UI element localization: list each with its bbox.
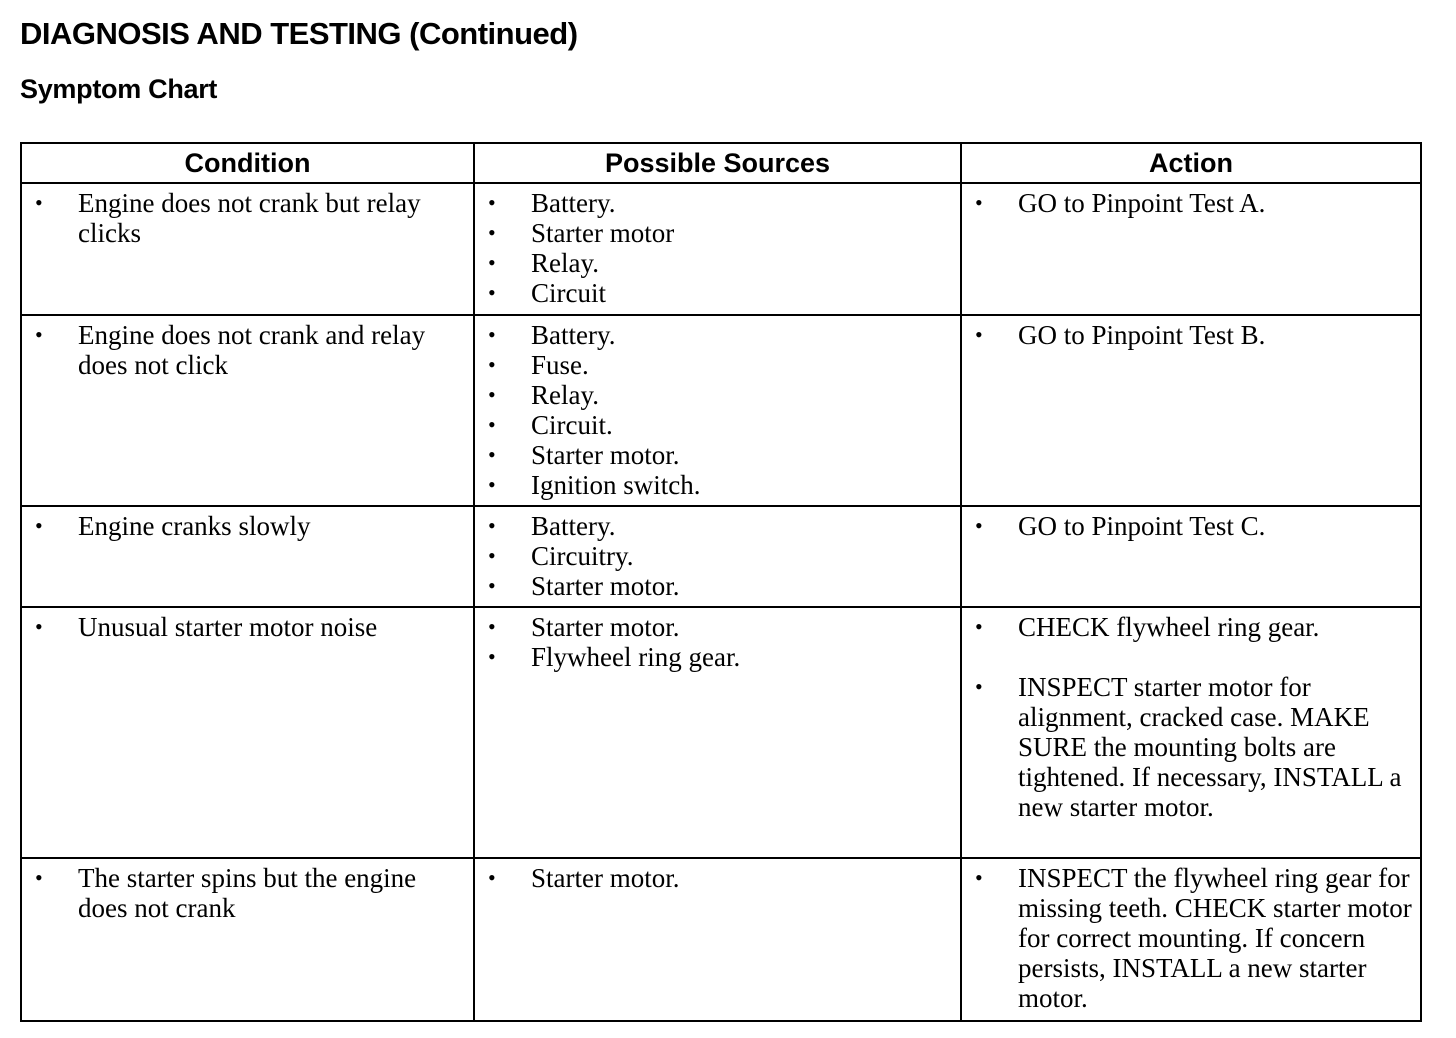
table-row bbox=[21, 607, 1421, 858]
action-cell bbox=[961, 315, 1421, 506]
header-row bbox=[21, 143, 1421, 183]
action-cell-list bbox=[962, 863, 1420, 1013]
header-possible-sources: Possible Sources bbox=[474, 143, 961, 183]
list-item-text: GO to Pinpoint Test B. bbox=[1018, 320, 1266, 350]
list-item bbox=[475, 350, 960, 380]
list-item-text: Ignition switch. bbox=[531, 470, 701, 500]
list-item-text: INSPECT starter motor for alignment, cracked case. MAKE SURE the mounting bolts are tightened. If necessary, INSTALL a new starter motor. bbox=[1018, 672, 1402, 822]
table-row bbox=[21, 858, 1421, 1021]
list-item bbox=[962, 188, 1420, 218]
bullet-icon: • bbox=[488, 250, 496, 275]
list-item-text: Flywheel ring gear. bbox=[531, 642, 741, 672]
bullet-icon: • bbox=[35, 322, 43, 347]
bullet-icon: • bbox=[488, 190, 496, 215]
bullet-icon: • bbox=[488, 614, 496, 639]
table-row bbox=[21, 315, 1421, 506]
list-item bbox=[962, 863, 1420, 1013]
list-item bbox=[475, 188, 960, 218]
list-item bbox=[475, 278, 960, 308]
table-body bbox=[21, 183, 1421, 1021]
bullet-icon: • bbox=[975, 513, 983, 538]
list-item bbox=[475, 541, 960, 571]
bullet-icon: • bbox=[488, 382, 496, 407]
list-item-text: Fuse. bbox=[531, 350, 589, 380]
list-item bbox=[475, 410, 960, 440]
sources-cell-list bbox=[475, 612, 960, 672]
bullet-icon: • bbox=[35, 190, 43, 215]
sources-cell-list bbox=[475, 188, 960, 308]
bullet-icon: • bbox=[488, 472, 496, 497]
table-row bbox=[21, 506, 1421, 607]
list-item-text: GO to Pinpoint Test A. bbox=[1018, 188, 1266, 218]
list-item bbox=[475, 571, 960, 601]
sources-cell-list bbox=[475, 863, 960, 893]
bullet-icon: • bbox=[975, 190, 983, 215]
list-item bbox=[962, 612, 1420, 642]
condition-text: The starter spins but the engine does not crank bbox=[78, 863, 417, 923]
sources-cell bbox=[474, 315, 961, 506]
list-item bbox=[475, 863, 960, 893]
table-header bbox=[21, 143, 1421, 183]
bullet-icon: • bbox=[488, 442, 496, 467]
page-title: DIAGNOSIS AND TESTING (Continued) bbox=[20, 16, 578, 51]
bullet-icon: • bbox=[975, 614, 983, 639]
condition-cell-list bbox=[22, 863, 473, 923]
sources-cell bbox=[474, 607, 961, 858]
list-item bbox=[962, 511, 1420, 541]
list-item-text: Starter motor. bbox=[531, 863, 680, 893]
list-item-text: Relay. bbox=[531, 248, 599, 278]
condition-text: Engine does not crank but relay clicks bbox=[78, 188, 421, 248]
condition-cell-list bbox=[22, 612, 473, 642]
bullet-icon: • bbox=[975, 674, 983, 699]
action-cell-list bbox=[962, 320, 1420, 350]
list-item-text: INSPECT the flywheel ring gear for missing teeth. CHECK starter motor for correct mounting. If concern persists, INSTALL a new starter motor. bbox=[1018, 863, 1412, 1013]
header-action: Action bbox=[961, 143, 1421, 183]
list-item-text: Starter motor. bbox=[531, 612, 680, 642]
table-row bbox=[21, 183, 1421, 315]
bullet-icon: • bbox=[488, 513, 496, 538]
list-item-text: Starter motor. bbox=[531, 571, 680, 601]
list-item bbox=[22, 612, 473, 642]
list-item bbox=[22, 511, 473, 541]
bullet-icon: • bbox=[488, 352, 496, 377]
list-item bbox=[475, 440, 960, 470]
list-item-text: Relay. bbox=[531, 380, 599, 410]
condition-cell-list bbox=[22, 188, 473, 248]
condition-cell bbox=[21, 607, 474, 858]
list-item bbox=[475, 248, 960, 278]
condition-cell bbox=[21, 315, 474, 506]
condition-cell bbox=[21, 183, 474, 315]
bullet-icon: • bbox=[488, 573, 496, 598]
condition-cell bbox=[21, 506, 474, 607]
list-item-text: Starter motor. bbox=[531, 440, 680, 470]
bullet-icon: • bbox=[975, 865, 983, 890]
header-condition: Condition bbox=[21, 143, 474, 183]
bullet-icon: • bbox=[488, 412, 496, 437]
list-item-text: Circuit. bbox=[531, 410, 613, 440]
sources-cell bbox=[474, 183, 961, 315]
list-item bbox=[22, 188, 473, 248]
list-item-text: GO to Pinpoint Test C. bbox=[1018, 511, 1266, 541]
sources-cell bbox=[474, 858, 961, 1021]
list-item bbox=[475, 642, 960, 672]
condition-text: Unusual starter motor noise bbox=[78, 612, 378, 642]
bullet-icon: • bbox=[488, 220, 496, 245]
list-item-text: Circuitry. bbox=[531, 541, 634, 571]
list-item-text: Battery. bbox=[531, 320, 616, 350]
list-item bbox=[475, 470, 960, 500]
list-item-text: Starter motor bbox=[531, 218, 675, 248]
list-item-text: Battery. bbox=[531, 188, 616, 218]
condition-cell-list bbox=[22, 320, 473, 380]
bullet-icon: • bbox=[488, 280, 496, 305]
sources-cell bbox=[474, 506, 961, 607]
condition-cell bbox=[21, 858, 474, 1021]
bullet-icon: • bbox=[488, 543, 496, 568]
list-item bbox=[475, 320, 960, 350]
list-item bbox=[962, 672, 1420, 822]
list-item bbox=[962, 320, 1420, 350]
list-item-text: CHECK flywheel ring gear. bbox=[1018, 612, 1320, 642]
condition-text: Engine does not crank and relay does not click bbox=[78, 320, 426, 380]
condition-cell-list bbox=[22, 511, 473, 541]
action-cell bbox=[961, 858, 1421, 1021]
bullet-icon: • bbox=[35, 513, 43, 538]
list-item-text: Circuit bbox=[531, 278, 606, 308]
list-item bbox=[22, 320, 473, 380]
action-cell-list bbox=[962, 511, 1420, 541]
symptom-chart-table bbox=[20, 142, 1422, 1022]
bullet-icon: • bbox=[488, 865, 496, 890]
bullet-icon: • bbox=[975, 322, 983, 347]
sources-cell-list bbox=[475, 511, 960, 601]
list-item-text: Battery. bbox=[531, 511, 616, 541]
list-item bbox=[22, 863, 473, 923]
action-cell-list bbox=[962, 612, 1420, 822]
sources-cell-list bbox=[475, 320, 960, 500]
action-cell bbox=[961, 506, 1421, 607]
bullet-icon: • bbox=[488, 644, 496, 669]
condition-text: Engine cranks slowly bbox=[78, 511, 311, 541]
action-cell-list bbox=[962, 188, 1420, 218]
list-item bbox=[475, 218, 960, 248]
bullet-icon: • bbox=[488, 322, 496, 347]
list-item bbox=[475, 380, 960, 410]
action-cell bbox=[961, 607, 1421, 858]
action-cell bbox=[961, 183, 1421, 315]
section-subtitle: Symptom Chart bbox=[20, 74, 218, 104]
bullet-icon: • bbox=[35, 865, 43, 890]
bullet-icon: • bbox=[35, 614, 43, 639]
list-item bbox=[475, 612, 960, 642]
list-item bbox=[475, 511, 960, 541]
